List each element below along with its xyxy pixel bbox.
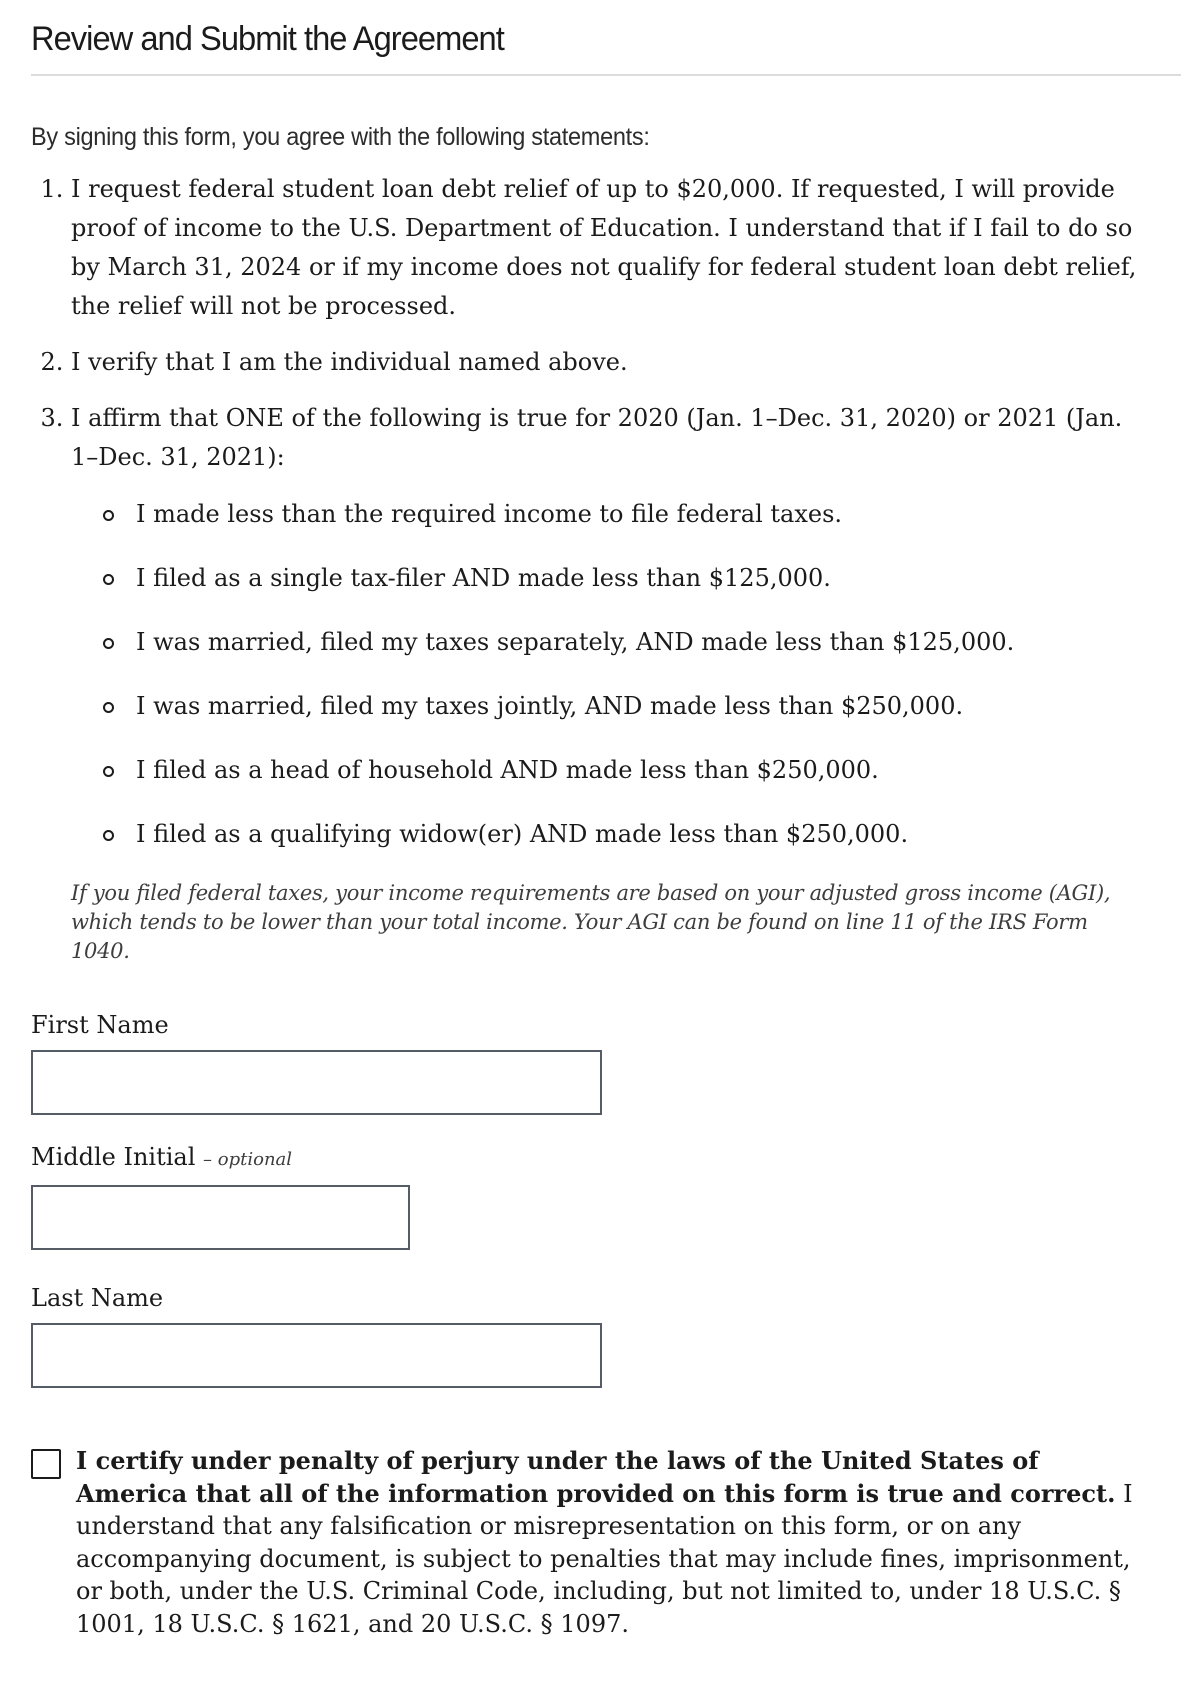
middle-initial-label [31, 1141, 1140, 1176]
condition-list [71, 495, 1140, 854]
intro-text: By signing this form, you agree with the following statements: [31, 123, 650, 151]
condition-item [99, 687, 1140, 726]
condition-text: I was married, filed my taxes jointly, AND made less than $250,000. [136, 692, 964, 720]
first-name-field [31, 1009, 1140, 1115]
certification-text[interactable] [76, 1447, 1133, 1638]
first-name-label: First Name [31, 1011, 169, 1039]
agi-note: If you filed federal taxes, your income requirements are based on your adjusted gross income (AGI), which tends to be lower than your total income. Your AGI can be found on line 11 of the IRS Form 1040. [71, 881, 1111, 963]
condition-item [99, 751, 1140, 790]
title-divider [31, 74, 1181, 76]
statement-item [71, 343, 1140, 382]
statement-list [31, 170, 1140, 854]
statement-text: I request federal student loan debt relief of up to $20,000. If requested, I will provide proof of income to the U.S. Department of Education. I understand that if I fail to do so by March 31, 2024 or if my income does not qualify for federal student loan debt relief, the relief will not be processed. [71, 175, 1137, 320]
page-title: Review and Submit the Agreement [31, 20, 504, 58]
last-name-label: Last Name [31, 1284, 164, 1312]
certification-bold-text: I certify under penalty of perjury under the laws of the United States of America that all of the information provided on this form is true and correct. [76, 1446, 1116, 1508]
circle-bullet-icon [103, 702, 114, 713]
condition-text: I filed as a head of household AND made less than $250,000. [136, 756, 879, 784]
optional-hint: – optional [203, 1149, 293, 1170]
certification-checkbox[interactable] [31, 1449, 61, 1479]
condition-item [99, 815, 1140, 854]
condition-item [99, 559, 1140, 598]
condition-text: I made less than the required income to file federal taxes. [136, 500, 843, 528]
middle-initial-input[interactable] [31, 1185, 410, 1250]
first-name-input[interactable] [31, 1050, 602, 1115]
statement-text: I verify that I am the individual named above. [71, 348, 628, 376]
circle-bullet-icon [103, 510, 114, 521]
condition-text: I filed as a qualifying widow(er) AND made less than $250,000. [136, 820, 909, 848]
last-name-input[interactable] [31, 1323, 602, 1388]
condition-text: I filed as a single tax-filer AND made less than $125,000. [136, 564, 831, 592]
certification-block [31, 1445, 1140, 1640]
middle-initial-field [31, 1141, 1140, 1250]
last-name-field [31, 1282, 1140, 1388]
statement-item [71, 170, 1140, 326]
statement-item [71, 399, 1140, 854]
condition-item [99, 623, 1140, 662]
statement-text: I affirm that ONE of the following is true for 2020 (Jan. 1–Dec. 31, 2020) or 2021 (Jan. 1–Dec. 31, 2021): [71, 404, 1123, 471]
circle-bullet-icon [103, 574, 114, 585]
middle-initial-label-text: Middle Initial [31, 1143, 196, 1171]
circle-bullet-icon [103, 766, 114, 777]
condition-item [99, 495, 1140, 534]
circle-bullet-icon [103, 638, 114, 649]
condition-text: I was married, filed my taxes separately, AND made less than $125,000. [136, 628, 1015, 656]
certification-detail-text: I understand that any falsification or misrepresentation on this form, or on any accompanying document, is subject to penalties that may include fines, imprisonment, or both, under the U.S. Criminal Code, including, but not limited to, under 18 U.S.C. § 1001, 18 U.S.C. § 1621, and 20 U.S.C. § 1097. [76, 1479, 1133, 1638]
circle-bullet-icon [103, 830, 114, 841]
